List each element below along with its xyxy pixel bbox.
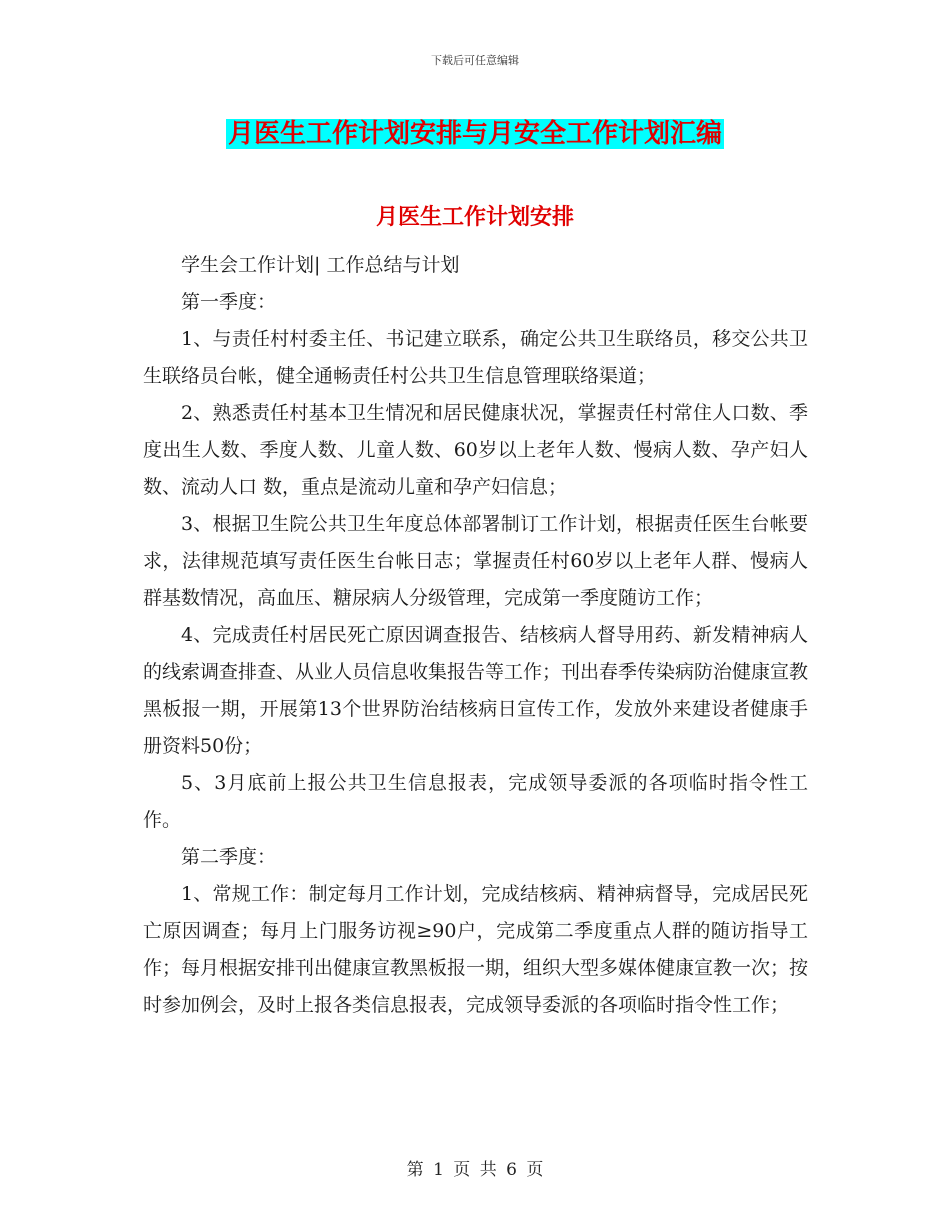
paragraph: 学生会工作计划| 工作总结与计划 [181,254,460,276]
paragraph: 5、3月底前上报公共卫生信息报表，完成领导委派的各项临时指令性工作。 [143,772,808,831]
document-title-text: 月医生工作计划安排与月安全工作计划汇编 [227,119,722,149]
document-title [0,112,950,153]
page-footer: 第 1 页 共 6 页 [406,1160,544,1180]
paragraph: 3、根据卫生院公共卫生年度总体部署制订工作计划，根据责任医生台帐要求，法律规范填写责任医生台帐日志；掌握责任村60岁以上老年人群、慢病人群基数情况，高血压、糖尿病人分级管理，完成第一季度随访工作； [143,513,808,609]
document-body [143,247,808,1024]
paragraph: 第二季度： [181,846,277,868]
paragraph: 4、完成责任村居民死亡原因调查报告、结核病人督导用药、新发精神病人的线索调查排查、从业人员信息收集报告等工作；刊出春季传染病防治健康宣教黑板报一期，开展第13个世界防治结核病日宣传工作，发放外来建设者健康手册资料50份； [143,624,809,757]
paragraph: 2、熟悉责任村基本卫生情况和居民健康状况，掌握责任村常住人口数、季度出生人数、季度人数、儿童人数、60岁以上老年人数、慢病人数、孕产妇人数、流动人口 数，重点是流动儿童和孕产妇信息； [143,402,808,498]
paragraph: 1、与责任村村委主任、书记建立联系，确定公共卫生联络员，移交公共卫生联络员台帐，健全通畅责任村公共卫生信息管理联络渠道； [143,328,808,387]
header-note: 下载后可任意编辑 [431,54,519,67]
paragraph: 1、常规工作：制定每月工作计划，完成结核病、精神病督导，完成居民死亡原因调查；每月上门服务访视≥90户，完成第二季度重点人群的随访指导工作；每月根据安排刊出健康宣教黑板报一期，组织大型多媒体健康宣教一次；按时参加例会，及时上报各类信息报表，完成领导委派的各项临时指令性工作； [143,883,809,1016]
paragraph: 第一季度： [181,291,277,313]
section-title: 月医生工作计划安排 [375,205,574,230]
